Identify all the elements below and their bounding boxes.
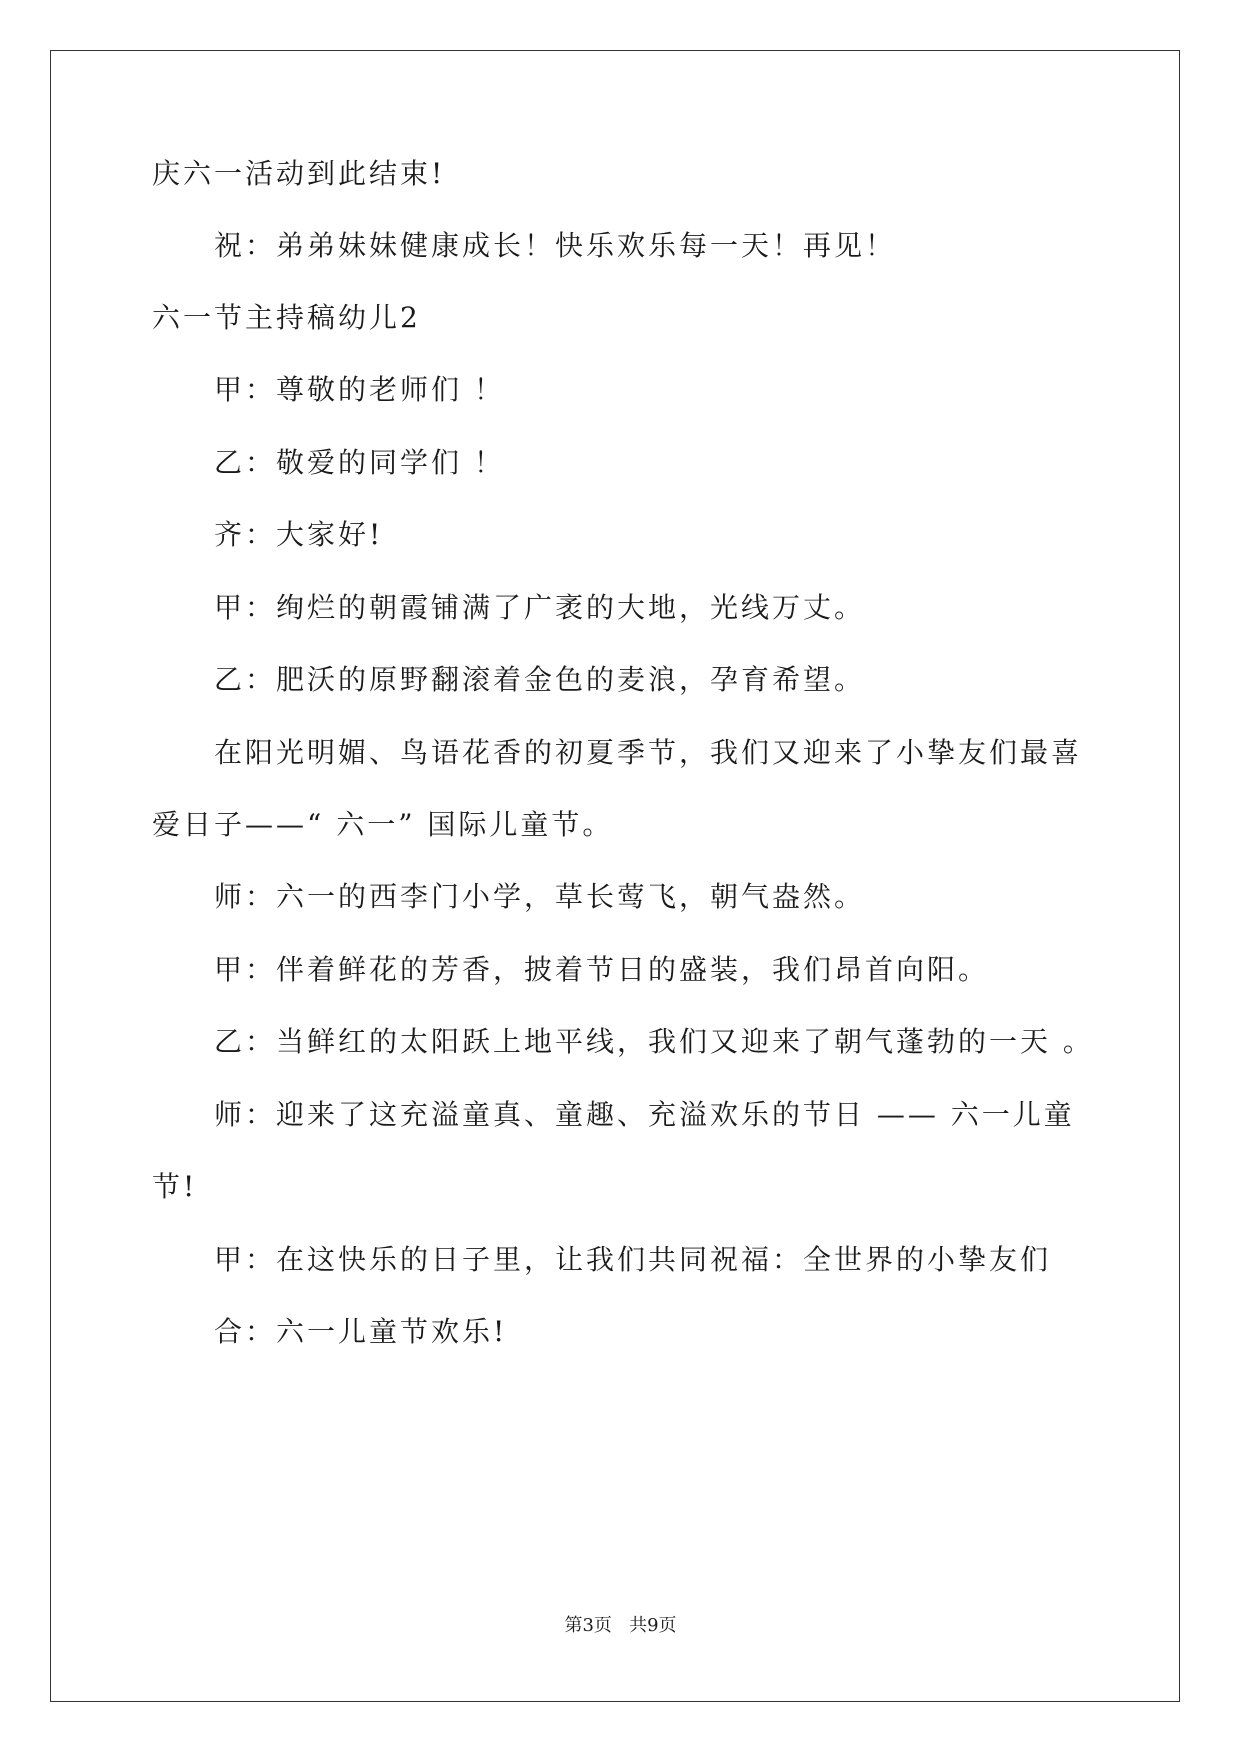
text-line: 祝：弟弟妹妹健康成长！快乐欢乐每一天！再见！ — [214, 229, 897, 262]
page-number-footer: 第3页 共9页 — [564, 1615, 677, 1636]
text-line: 师：迎来了这充溢童真、童趣、充溢欢乐的节日 —— 六一儿童 — [214, 1098, 1075, 1131]
text-line: 乙：肥沃的原野翻滚着金色的麦浪，孕育希望。 — [214, 663, 866, 696]
text-line: 师：六一的西李门小学，草长莺飞，朝气盎然。 — [214, 880, 866, 913]
text-line: 节! — [152, 1170, 198, 1203]
text-line: 齐：大家好! — [214, 518, 384, 551]
text-line: 庆六一活动到此结束! — [152, 157, 446, 190]
text-line: 甲：绚烂的朝霞铺满了广袤的大地，光线万丈。 — [214, 591, 866, 624]
section-heading: 六一节主持稿幼儿2 — [152, 301, 421, 334]
text-line: 甲：伴着鲜花的芳香，披着节日的盛装，我们昂首向阳。 — [214, 953, 990, 986]
text-line: 在阳光明媚、鸟语花香的初夏季节，我们又迎来了小挚友们最喜 — [214, 736, 1083, 769]
text-line: 甲：尊敬的老师们 ！ — [214, 373, 505, 406]
text-line: 甲：在这快乐的日子里，让我们共同祝福：全世界的小挚友们 — [214, 1243, 1052, 1276]
text-line: 乙：当鲜红的太阳跃上地平线，我们又迎来了朝气蓬勃的一天 。 — [214, 1025, 1094, 1058]
text-line: 爱日子——“ 六一” 国际儿童节。 — [152, 808, 614, 841]
text-line: 乙：敬爱的同学们 ！ — [214, 446, 505, 479]
text-line: 合：六一儿童节欢乐! — [214, 1315, 508, 1348]
